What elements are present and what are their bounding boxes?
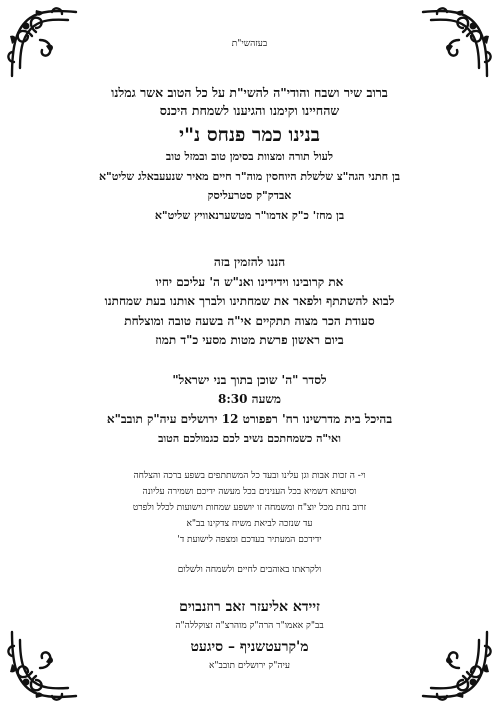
celebrant-name: בנינו כמר פנחס נ"י	[179, 124, 320, 146]
signer-name: זיידא אליעזר זאב רוזנבוים	[179, 599, 320, 615]
signer-lineage: בב"ק אאמו"ר הרה"ק מוהרצ"ה זצוקללה"ה	[175, 621, 324, 631]
blessing-line-4: עד שנזכה לביאת משיח צדקינו בב"א	[186, 519, 313, 529]
father-title-line: אבדק"ק סטרעליסק	[207, 189, 292, 202]
signer-title: מ'קרעטשניף – סיגעט	[190, 639, 309, 655]
father-line: בן חתני הגה"צ שלשלת היוחסין מוה"ר חיים מאיר שנעעבאלג שליט"א	[98, 170, 401, 183]
time-line: משעה 8:30	[218, 392, 281, 406]
occasion-line: שהחיינו וקימנו והגיענו לשמחת היכנס	[159, 103, 340, 118]
location-line: בהיכל בית מדרשינו רח' רפפורט 12 ירושלים עיה"ק תובב"א	[106, 412, 393, 426]
bsd-header: בעזהשי"ת	[231, 39, 268, 49]
thanks-line: ברוב שיר ושבח והודי"ה להשי"ת על כל הטוב אשר גמלנו	[111, 85, 388, 100]
signoff-line-1: ידידכם המעתיר בעדכם ומצפה לישועת ד'	[177, 535, 322, 545]
parsha-line: לסדר "ה' שוכן בתוך בני ישראל"	[172, 373, 327, 387]
meal-line: סעודת הכר מצוה תתקיים אי"ה בשעה טובה ומוצלחת	[124, 314, 375, 328]
blessing-line-1: וי- ה זכות אבות וגן עלינו ובעד כל המשתתפים בשפע ברכה והצלחה	[133, 471, 366, 481]
invitation-text	[18, 0, 481, 708]
reciprocity-line: ואי"ה כשמחתכם נשיב לכם כגמולכם הטוב	[158, 432, 341, 445]
invite-guests-line: את קרובינו וידידינו ואנ"ש ה' עליכם יחיו	[155, 275, 344, 289]
grandfather-line: בן מחז' כ"ק אדמו"ר מטשערנאוויץ שליט"א	[154, 209, 345, 222]
invite-heading: הננו להזמין בזה	[213, 255, 286, 269]
date-line: ביום ראשון פרשת מטות מסעי כ"ד תמוז	[155, 333, 344, 347]
blessing-line: לעול תורה ומצוות בסימן טוב ובמזל טוב	[165, 150, 334, 163]
blessing-line-3: זרוב נחת מכל יוצ"ח ומשמחה זו יושפע שמחות וישועות לכלל ולפרט	[132, 503, 367, 513]
invite-purpose-line: לבוא להשתתף ולפאר את שמחתינו ולברך אותנו בעת שמחתנו	[104, 294, 395, 308]
signer-city: עיה"ק ירושלים תובב"א	[209, 661, 290, 671]
signoff-line-2: ולקראתו באוהבים לחיים ולשמחה ולשלום	[177, 565, 322, 575]
blessing-line-2: וסיעתא דשמיא בכל הענינים בכל מעשה ידיכם ושמירה עליונה	[142, 487, 357, 497]
